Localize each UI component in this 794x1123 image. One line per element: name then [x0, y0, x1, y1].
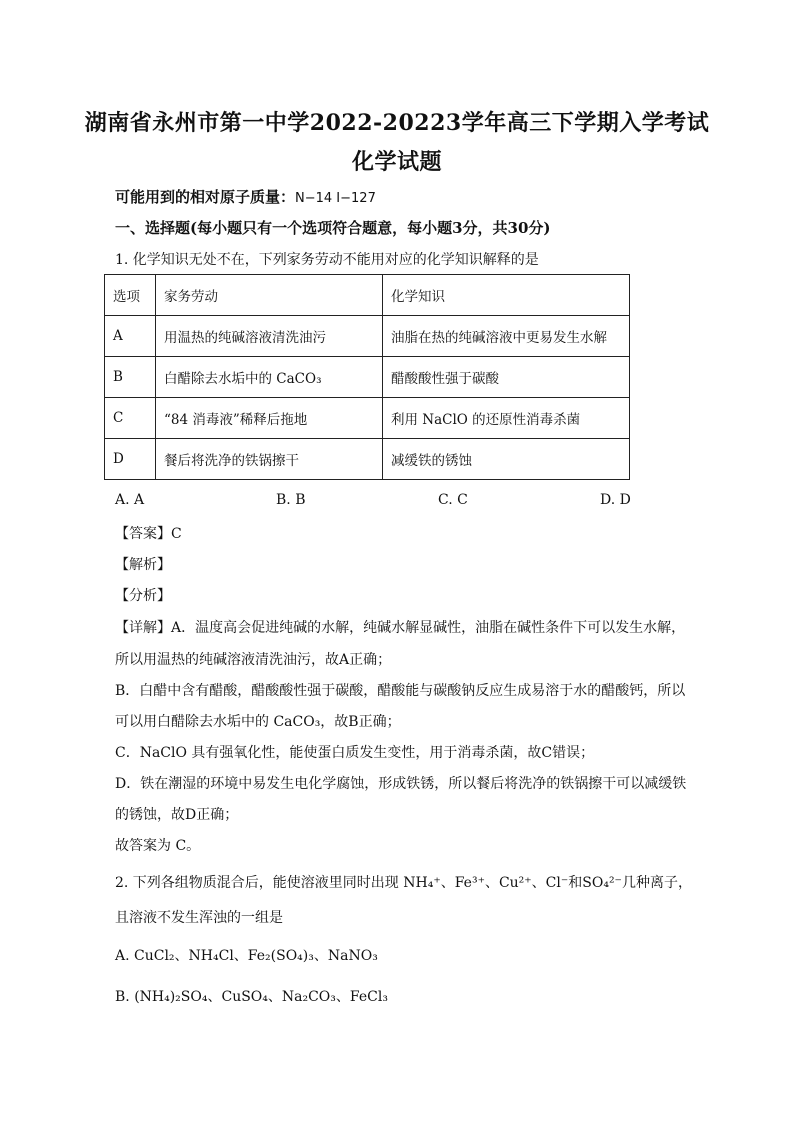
q1-detail-line: 【详解】A．温度高会促进纯碱的水解，纯碱水解显碱性，油脂在碱性条件下可以发生水解， [115, 620, 686, 636]
table-header-cell: 化学知识 [383, 275, 630, 316]
q1-detail-line: 故答案为 C。 [115, 838, 201, 854]
table-cell: 白醋除去水垢中的 CaCO₃ [156, 357, 383, 398]
q1-detail-line: B．白醋中含有醋酸，醋酸酸性强于碳酸，醋酸能与碳酸钠反应生成易溶于水的醋酸钙，所以 [115, 683, 686, 699]
q1-option-a: A. A [115, 492, 145, 508]
table-header-cell: 家务劳动 [156, 275, 383, 316]
table-cell: 餐后将洗净的铁锅擦干 [156, 439, 383, 480]
table-cell: 减缓铁的锈蚀 [383, 439, 630, 480]
table-cell: 油脂在热的纯碱溶液中更易发生水解 [383, 316, 630, 357]
table-cell: 醋酸酸性强于碳酸 [383, 357, 630, 398]
table-cell: 用温热的纯碱溶液清洗油污 [156, 316, 383, 357]
q2-stem: 2. 下列各组物质混合后，能使溶液里同时出现 NH₄⁺、Fe³⁺、Cu²⁺、Cl⁻和SO₄²⁻几种离子， [115, 875, 692, 891]
atomic-mass-label: 可能用到的相对原子质量： [115, 188, 296, 206]
q1-detail-line: 的锈蚀，故D正确； [115, 807, 239, 823]
atomic-mass-values: N−14 I−127 [295, 191, 376, 206]
table-cell: C [105, 398, 156, 439]
q1-option-d: D. D [600, 492, 631, 508]
q1-answer: 【答案】C [115, 526, 182, 542]
page-subtitle: 化学试题 [351, 149, 442, 175]
q2-stem-continued: 且溶液不发生浑浊的一组是 [115, 910, 283, 926]
q1-detail-line: 所以用温热的纯碱溶液清洗油污，故A正确； [115, 652, 392, 668]
table-cell: D [105, 439, 156, 480]
table-cell: B [105, 357, 156, 398]
table-cell: “84 消毒液”稀释后拖地 [156, 398, 383, 439]
table-cell: A [105, 316, 156, 357]
q1-table [104, 274, 630, 480]
q1-fenxi-label: 【分析】 [115, 588, 171, 604]
q1-analysis-label: 【解析】 [115, 557, 171, 573]
atomic-mass-line [115, 186, 376, 207]
table-cell: 利用 NaClO 的还原性消毒杀菌 [383, 398, 630, 439]
section-heading: 一、选择题(每小题只有一个选项符合题意，每小题3分，共30分) [115, 219, 551, 237]
page-title: 湖南省永州市第一中学2022-20223学年高三下学期入学考试 [84, 110, 710, 136]
table-header-row [105, 275, 630, 316]
table-row [105, 357, 630, 398]
q1-stem: 1. 化学知识无处不在，下列家务劳动不能用对应的化学知识解释的是 [115, 252, 539, 268]
q2-option-a: A. CuCl₂、NH₄Cl、Fe₂(SO₄)₃、NaNO₃ [115, 948, 378, 964]
q1-detail-line: D．铁在潮湿的环境中易发生电化学腐蚀，形成铁锈，所以餐后将洗净的铁锅擦干可以减缓铁 [115, 776, 687, 792]
table-row [105, 316, 630, 357]
q1-option-c: C. C [438, 492, 468, 508]
q1-option-b: B. B [276, 492, 306, 508]
table-header-cell: 选项 [105, 275, 156, 316]
q1-detail-line: 可以用白醋除去水垢中的 CaCO₃，故B正确； [115, 714, 401, 730]
q2-option-b: B. (NH₄)₂SO₄、CuSO₄、Na₂CO₃、FeCl₃ [115, 989, 388, 1005]
table-row [105, 398, 630, 439]
q1-detail-line: C．NaClO 具有强氧化性，能使蛋白质发生变性，用于消毒杀菌，故C错误； [115, 745, 595, 761]
table-row [105, 439, 630, 480]
